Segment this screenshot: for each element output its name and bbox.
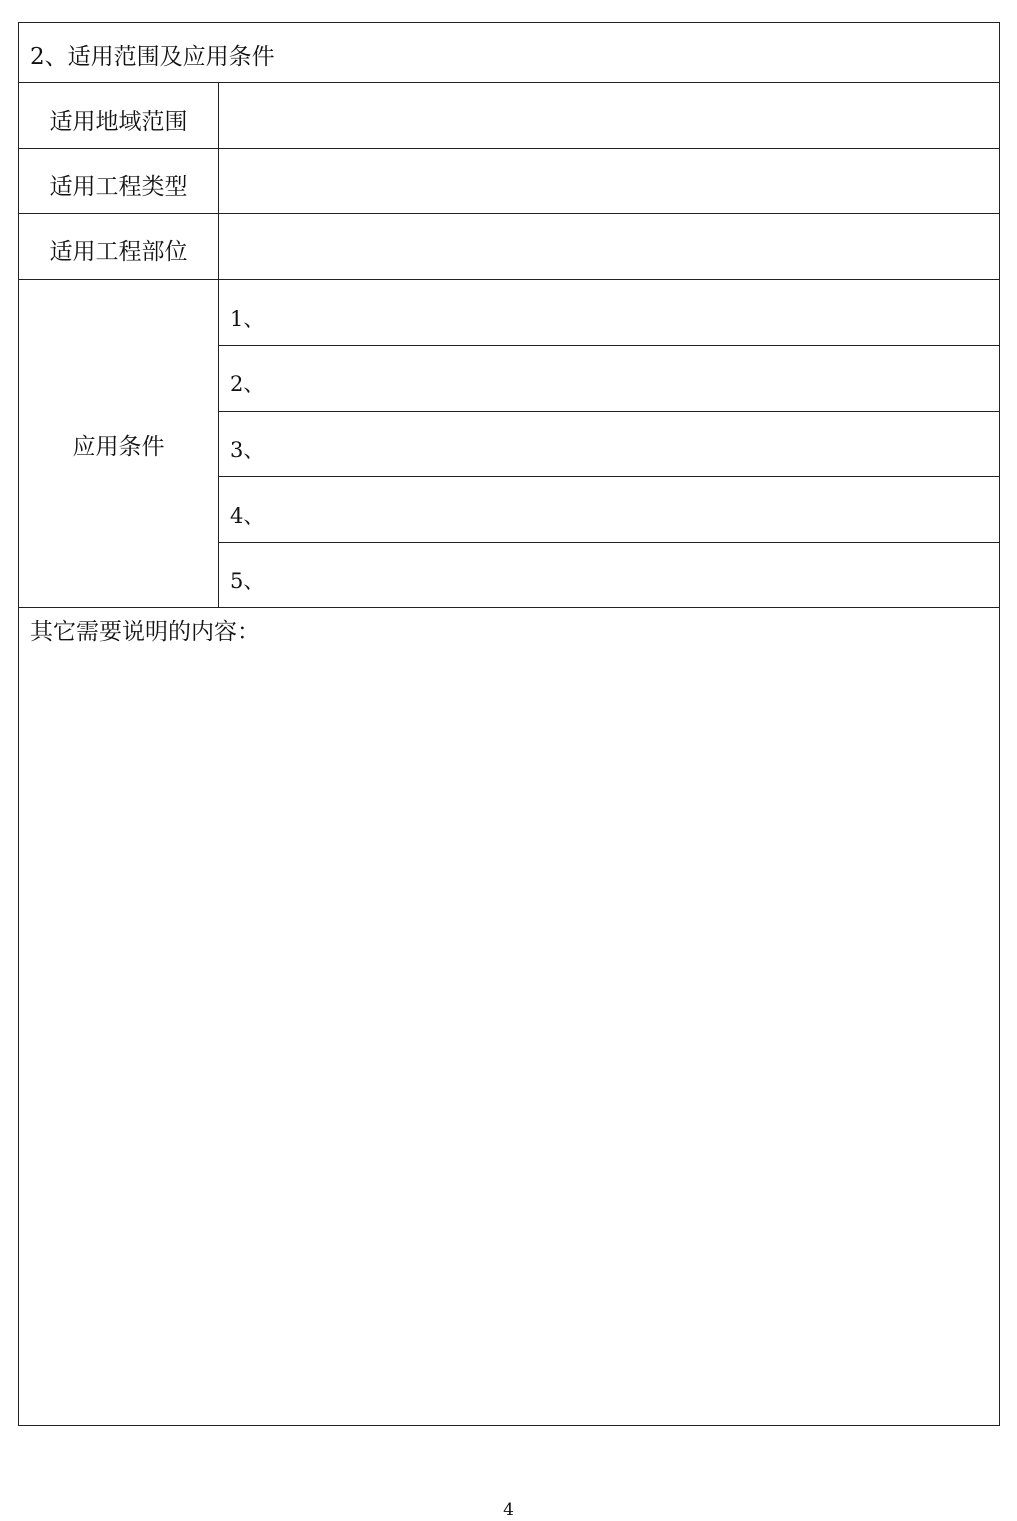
divider: [218, 542, 999, 543]
application-scope-form: [18, 22, 1000, 1426]
section-title: 2、适用范围及应用条件: [30, 44, 275, 70]
condition-item-5[interactable]: [218, 542, 999, 607]
condition-number: 3、: [230, 438, 265, 462]
condition-item-4[interactable]: [218, 476, 999, 542]
divider: [218, 411, 999, 412]
notes-field[interactable]: [19, 653, 999, 1425]
condition-item-3[interactable]: [218, 411, 999, 476]
divider: [218, 345, 999, 346]
condition-number: 1、: [230, 307, 265, 331]
project-type-field[interactable]: [218, 148, 999, 213]
condition-item-1[interactable]: [218, 279, 999, 345]
divider: [19, 607, 999, 608]
column-divider: [218, 83, 219, 607]
region-field[interactable]: [218, 83, 999, 148]
region-label: 适用地域范围: [49, 109, 188, 135]
project-part-field[interactable]: [218, 213, 999, 279]
condition-number: 5、: [230, 569, 265, 593]
project-part-label: 适用工程部位: [49, 239, 188, 265]
page-number: 4: [503, 1500, 514, 1520]
condition-item-2[interactable]: [218, 345, 999, 411]
condition-number: 2、: [230, 372, 265, 396]
divider: [218, 476, 999, 477]
notes-label: 其它需要说明的内容：: [30, 619, 260, 645]
project-type-label: 适用工程类型: [49, 174, 188, 200]
conditions-label: 应用条件: [72, 434, 165, 460]
condition-number: 4、: [230, 504, 265, 528]
